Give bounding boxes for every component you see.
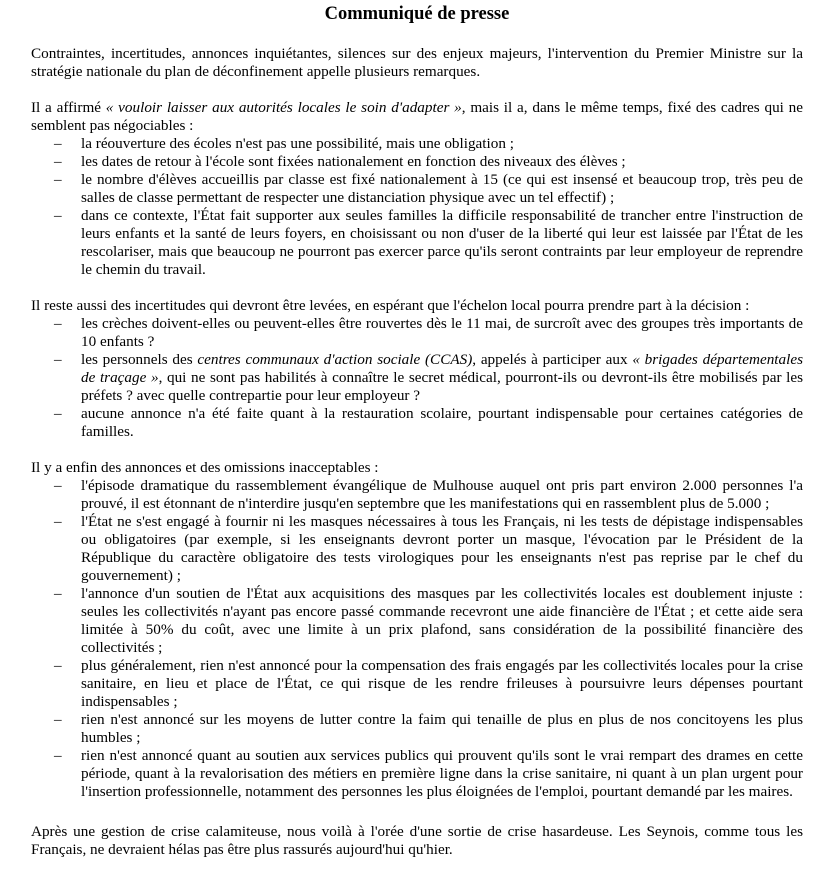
list-item-text-a: les personnels des [81,351,198,368]
list-item-text: les crèches doivent-elles ou peuvent-elles être rouvertes dès le 11 mai, de surcroît avec des groupes très importants de 10 enfants ? [81,315,803,350]
list-item [31,153,803,171]
list-item-text-e: , qui ne sont pas habilités à connaître le secret médical, pourront-ils ou devront-ils être mobilisés par les préfets ? avec quelle contrepartie pour leur employeur ? [81,369,803,404]
list-item-text: l'annonce d'un soutien de l'État aux acquisitions des masques par les collectivités locales est doublement injuste : seules les collectivités n'ayant pas encore passé commande recevront une aide financière de l'État ; et cette aide sera limitée à 50% du coût, avec une limite à un prix plafond, sans considération de la possibilité financière des collectivités ; [81,585,803,656]
list-item [31,171,803,207]
list-item [31,513,803,585]
list-item-text: l'État ne s'est engagé à fournir ni les masques nécessaires à tous les Français, ni les tests de dépistage indispensables ou obligatoires (par exemple, si les enseignants devront porter un masque, l'évocation par le Président de la République du caractère obligatoire des tests virologiques pour les enseignants n'est pas reprise par le chef du gouvernement) ; [81,513,803,584]
section3-list [31,477,803,801]
section1-list [31,135,803,279]
dash-icon: – [54,315,62,332]
list-item [31,135,803,153]
section2-list [31,315,803,441]
section2-lead: Il reste aussi des incertitudes qui devront être levées, en espérant que l'échelon local pourra prendre part à la décision : [31,297,750,314]
list-item [31,657,803,711]
dash-icon: – [54,135,62,152]
section3-lead: Il y a enfin des annonces et des omissions inacceptables : [31,459,379,476]
document-title: Communiqué de presse [324,4,510,24]
ccas-term: centres communaux d'action sociale (CCAS) [197,351,473,368]
list-item [31,711,803,747]
dash-icon: – [54,747,62,764]
section1-lead [31,99,803,135]
list-item-text: rien n'est annoncé quant au soutien aux services publics qui prouvent qu'ils sont le vrai rempart des drames en cette période, quant à la revalorisation des métiers en première ligne dans la crise sanitaire, ni quant à un plan urgent pour l'insertion professionnelle, notamment des personnes les plus éloignées de l'emploi, pourtant demandé par les maires. [81,747,803,800]
section1-lead-after: , mais il a, dans le même temps, fixé des cadres qui ne semblent pas négociables : [31,99,803,134]
brigades-term: « brigades départementales de traçage » [81,351,803,386]
list-item [31,315,803,351]
dash-icon: – [54,513,62,530]
dash-icon: – [54,171,62,188]
dash-icon: – [54,657,62,674]
list-item-text: dans ce contexte, l'État fait supporter aux seules familles la difficile responsabilité de trancher entre l'instruction de leurs enfants et la santé de leurs foyers, en choisissant ou non d'user de la liberté qui leur est laissée par l'État de les rescolariser, mais que beaucoup ne pourront pas exercer parce qu'ils seront contraints par leur employeur de reprendre le chemin du travail. [81,207,803,278]
list-item-text: la réouverture des écoles n'est pas une possibilité, mais une obligation ; [81,135,514,152]
list-item-text: rien n'est annoncé sur les moyens de lutter contre la faim qui tenaille de plus en plus de nos concitoyens les plus humbles ; [81,711,803,746]
intro-paragraph: Contraintes, incertitudes, annonces inquiétantes, silences sur des enjeux majeurs, l'intervention du Premier Ministre sur la stratégie nationale du plan de déconfinement appelle plusieurs remarques. [31,45,803,80]
list-item-text: les dates de retour à l'école sont fixées nationalement en fonction des niveaux des élèves ; [81,153,626,170]
dash-icon: – [54,351,62,368]
conclusion-paragraph: Après une gestion de crise calamiteuse, nous voilà à l'orée d'une sortie de crise hasardeuse. Les Seynois, comme tous les Français, ne devraient hélas pas être plus rassurés aujourd'hui qu'hier. [31,823,803,858]
section1-lead-before: Il a affirmé [31,99,106,116]
dash-icon: – [54,405,62,422]
dash-icon: – [54,153,62,170]
dash-icon: – [54,477,62,494]
section1-lead-quote: « vouloir laisser aux autorités locales le soin d'adapter » [105,99,462,116]
dash-icon: – [54,711,62,728]
dash-icon: – [54,207,62,224]
list-item-text: le nombre d'élèves accueillis par classe est fixé nationalement à 15 (ce qui est insensé et beaucoup trop, très peu de salles de classe permettant de respecter une distanciation physique avec un tel effectif) ; [81,171,803,206]
list-item [31,477,803,513]
list-item [31,405,803,441]
list-item [31,351,803,405]
list-item-text-c: , appelés à participer aux [472,351,633,368]
list-item [31,585,803,657]
list-item-text: aucune annonce n'a été faite quant à la restauration scolaire, pourtant indispensable pour certaines catégories de familles. [81,405,803,440]
list-item [31,207,803,279]
list-item-text: l'épisode dramatique du rassemblement évangélique de Mulhouse auquel ont pris part environ 2.000 personnes l'a prouvé, il est étonnant de n'interdire jusqu'en septembre que les manifestations qui en rassemblent plus de 5.000 ; [81,477,803,512]
list-item [31,747,803,801]
list-item-text: plus généralement, rien n'est annoncé pour la compensation des frais engagés par les collectivités locales pour la crise sanitaire, en lieu et place de l'État, ce qui risque de les rendre frileuses à poursuivre leurs dépenses pourtant indispensables ; [81,657,803,710]
dash-icon: – [54,585,62,602]
